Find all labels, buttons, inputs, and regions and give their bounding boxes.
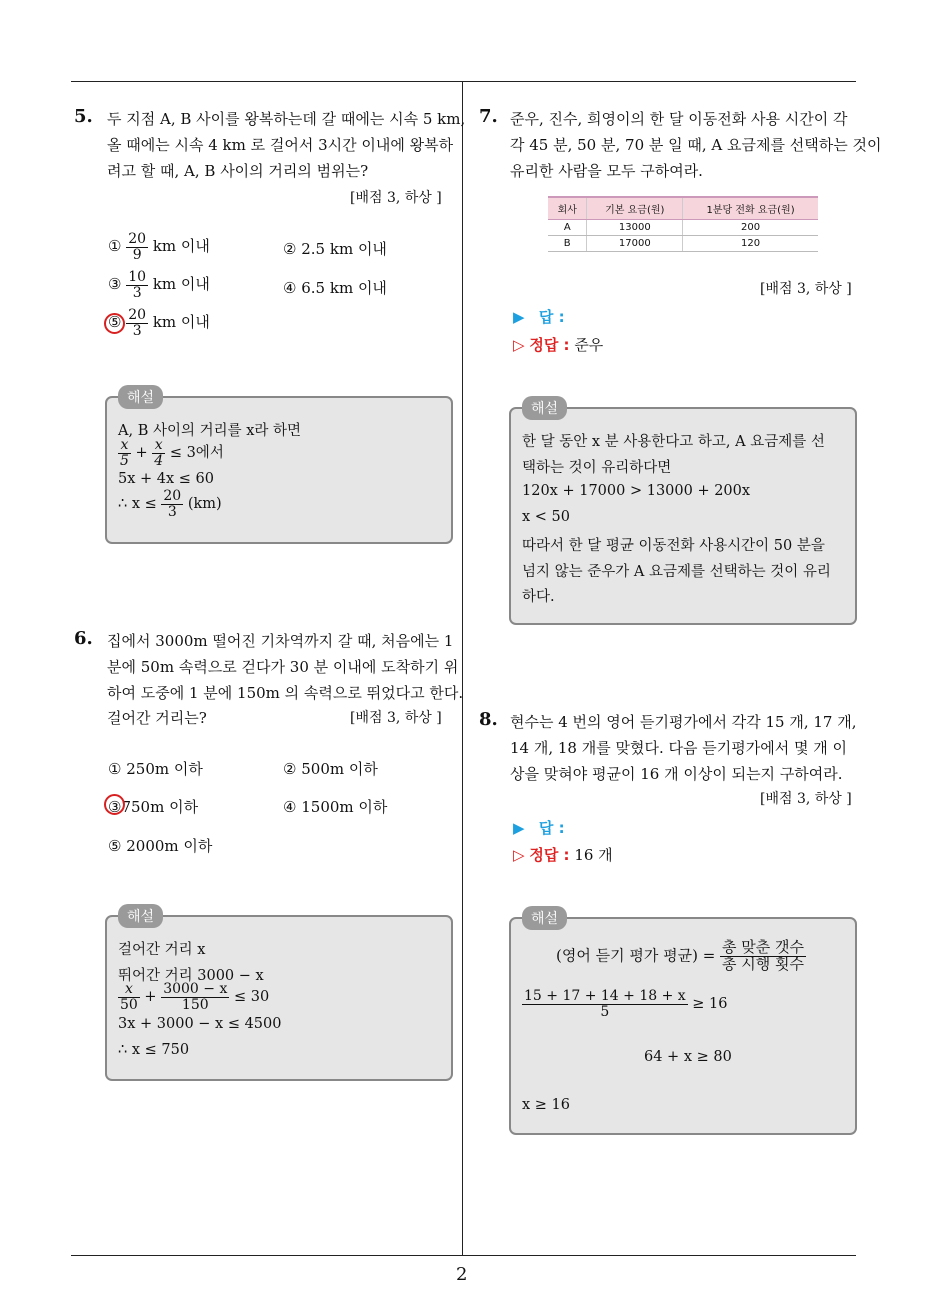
q7-number: 7. — [479, 106, 498, 127]
choice-mark: ③ — [108, 798, 122, 816]
bottom-rule — [71, 1255, 856, 1256]
q8-explanation-tag: 해설 — [522, 906, 567, 930]
q6-line-3: 하여 도중에 1 분에 150m 의 속력으로 뛰었다고 한다. — [107, 684, 464, 702]
play-arrow-icon: ▶ — [513, 308, 525, 326]
expl-fraction: $\frac{x}{4}$ — [154, 437, 164, 469]
q6-line-1: 집에서 3000m 떨어진 기차역까지 갈 때, 처음에는 1 — [107, 632, 454, 650]
table-cell: A — [548, 220, 587, 236]
q5-selected-circle — [104, 313, 125, 334]
choice-text: km 이내 — [148, 237, 210, 256]
q5-choice-2[interactable] — [283, 238, 387, 259]
q6-expl-line-4: 3x + 3000 − x ≤ 4500 — [118, 1016, 282, 1032]
choice-fraction: $\frac{20}{3}$ — [128, 307, 147, 339]
q6-explanation-tag: 해설 — [118, 904, 163, 928]
q5-choice-4[interactable] — [283, 277, 387, 298]
q6-score: [배점 3, 하상 ] — [350, 710, 442, 726]
q7-expl-line-4: x < 50 — [522, 509, 570, 525]
choice-text: 500m 이하 — [301, 760, 378, 778]
q5-line-1: 두 지점 A, B 사이를 왕복하는데 갈 때에는 시속 5 km, — [107, 110, 466, 128]
q7-answer-row[interactable]: ▶ 답 : — [513, 308, 565, 326]
q8-line-1: 현수는 4 번의 영어 듣기평가에서 각각 15 개, 17 개, — [510, 713, 857, 731]
q8-expl-line-4: x ≥ 16 — [522, 1097, 570, 1113]
q8-correct-value: 16 개 — [574, 846, 613, 864]
q7-expl-line-3: 120x + 17000 > 13000 + 200x — [522, 483, 751, 499]
q6-selected-circle — [104, 794, 125, 815]
q8-score: [배점 3, 하상 ] — [760, 791, 852, 807]
q5-line-3: 려고 할 때, A, B 사이의 거리의 범위는? — [107, 162, 369, 180]
choice-text: km 이내 — [148, 275, 210, 294]
q5-expl-line-2: $\frac{x}{5}$ + $\frac{x}{4}$ ≤ 3에서 — [120, 437, 224, 469]
choice-fraction: $\frac{20}{9}$ — [128, 231, 147, 263]
page-number: 2 — [456, 1264, 468, 1285]
q8-expl-line-1: (영어 듣기 평가 평균) = $\frac{\text{총 맞춘 갯수}}{\text{총 시행 횟수}}$ — [556, 938, 805, 973]
expl-fraction: $\frac{x}{5}$ — [120, 437, 129, 469]
choice-mark: ③ — [108, 275, 122, 294]
q7-correct-value: 준우 — [574, 336, 604, 354]
table-row — [548, 220, 818, 236]
choice-mark: ② — [283, 760, 297, 778]
play-arrow-icon: ▶ — [513, 819, 525, 837]
q7-explanation-tag: 해설 — [522, 396, 567, 420]
q6-choice-1[interactable] — [108, 758, 203, 779]
table-cell: B — [548, 236, 587, 252]
q5-expl-line-1: A, B 사이의 거리를 x라 하면 — [118, 423, 302, 439]
q6-line-4: 걸어간 거리는? — [107, 709, 207, 727]
q8-correct-row: ▷ 정답 : 16 개 — [513, 846, 613, 864]
q8-number: 8. — [479, 709, 498, 730]
choice-mark: ④ — [283, 279, 297, 297]
expl-fraction: $\frac{15 + 17 + 14 + 18 + x}{5}$ — [524, 988, 686, 1020]
choice-mark: ⑤ — [108, 313, 122, 332]
choice-mark: ⑤ — [108, 837, 122, 855]
expl-fraction: $\frac{x}{50}$ — [120, 981, 138, 1013]
q7-line-3: 유리한 사람을 모두 구하여라. — [510, 162, 703, 180]
choice-text: 250m 이하 — [126, 760, 203, 778]
q6-expl-line-5: ∴ x ≤ 750 — [118, 1042, 190, 1058]
choice-fraction: $\frac{10}{3}$ — [128, 269, 147, 301]
q8-line-2: 14 개, 18 개를 맞혔다. 다음 듣기평가에서 몇 개 이 — [510, 739, 847, 757]
q7-fee-table — [548, 196, 818, 252]
q5-number: 5. — [74, 106, 93, 127]
table-header: 1분당 전화 요금(원) — [683, 197, 818, 220]
q6-choice-4[interactable] — [283, 796, 387, 817]
q7-line-2: 각 45 분, 50 분, 70 분 일 때, A 요금제를 선택하는 것이 — [510, 136, 882, 154]
q7-line-1: 준우, 진수, 희영이의 한 달 이동전화 사용 시간이 각 — [510, 110, 848, 128]
table-row — [548, 236, 818, 252]
q5-choice-1[interactable] — [108, 232, 210, 262]
table-header: 회사 — [548, 197, 587, 220]
choice-text: km 이내 — [148, 313, 210, 332]
table-cell: 120 — [683, 236, 818, 252]
q5-choice-3[interactable] — [108, 270, 210, 300]
q7-expl-line-7: 하다. — [522, 589, 555, 605]
q6-choice-5[interactable] — [108, 835, 212, 856]
q8-line-3: 상을 맞혀야 평균이 16 개 이상이 되는지 구하여라. — [510, 765, 843, 783]
q7-expl-line-1: 한 달 동안 x 분 사용한다고 하고, A 요금제를 선 — [522, 434, 825, 450]
choice-text: 750m 이하 — [121, 798, 199, 816]
q8-expl-line-2: $\frac{15 + 17 + 14 + 18 + x}{5}$ ≥ 16 — [524, 988, 728, 1020]
q6-expl-line-3: $\frac{x}{50}$ + $\frac{3000 - x}{150}$ ≤ 30 — [120, 981, 270, 1013]
table-cell: 17000 — [587, 236, 683, 252]
choice-text: 1500m 이하 — [301, 798, 388, 816]
top-rule — [71, 81, 856, 82]
q8-answer-row[interactable]: ▶ 답 : — [513, 819, 565, 837]
table-cell: 13000 — [587, 220, 683, 236]
choice-mark: ② — [283, 240, 297, 258]
choice-text: 2.5 km 이내 — [301, 240, 387, 258]
q8-expl-line-3: 64 + x ≥ 80 — [644, 1049, 732, 1065]
table-cell: 200 — [683, 220, 818, 236]
q5-score: [배점 3, 하상 ] — [350, 190, 442, 206]
q6-expl-line-2: 뛰어간 거리 3000 − x — [118, 968, 264, 984]
choice-text: 2000m 이하 — [126, 837, 213, 855]
q6-choice-2[interactable] — [283, 758, 378, 779]
q5-line-2: 올 때에는 시속 4 km 로 걸어서 3시간 이내에 왕복하 — [107, 136, 454, 154]
expl-fraction: $\frac{\text{총 맞춘 갯수}}{\text{총 시행 횟수}}$ — [722, 938, 805, 973]
q6-expl-line-1: 걸어간 거리 x — [118, 942, 206, 958]
table-header: 기본 요금(원) — [587, 197, 683, 220]
expl-fraction: $\frac{3000 - x}{150}$ — [163, 981, 228, 1013]
q7-expl-line-5: 따라서 한 달 평균 이동전화 사용시간이 50 분을 — [522, 538, 825, 554]
q5-expl-line-3: 5x + 4x ≤ 60 — [118, 471, 214, 487]
q5-explanation-tag: 해설 — [118, 385, 163, 409]
choice-mark: ④ — [283, 798, 297, 816]
column-divider — [462, 81, 463, 1256]
q6-line-2: 분에 50m 속력으로 걷다가 30 분 이내에 도착하기 위 — [107, 658, 459, 676]
choice-mark: ① — [108, 760, 122, 778]
choice-text: 6.5 km 이내 — [301, 279, 387, 297]
q7-correct-row: ▷ 정답 : 준우 — [513, 336, 604, 354]
q7-expl-line-6: 넘지 않는 준우가 A 요금제를 선택하는 것이 유리 — [522, 564, 831, 580]
outline-arrow-icon: ▷ — [513, 846, 525, 864]
q7-expl-line-2: 택하는 것이 유리하다면 — [522, 460, 672, 476]
expl-fraction: $\frac{20}{3}$ — [163, 488, 182, 520]
choice-mark: ① — [108, 237, 122, 256]
q6-number: 6. — [74, 628, 93, 649]
q5-expl-line-4: ∴ x ≤ $\frac{20}{3}$ (km) — [118, 488, 222, 520]
q7-score: [배점 3, 하상 ] — [760, 281, 852, 297]
outline-arrow-icon: ▷ — [513, 336, 525, 354]
